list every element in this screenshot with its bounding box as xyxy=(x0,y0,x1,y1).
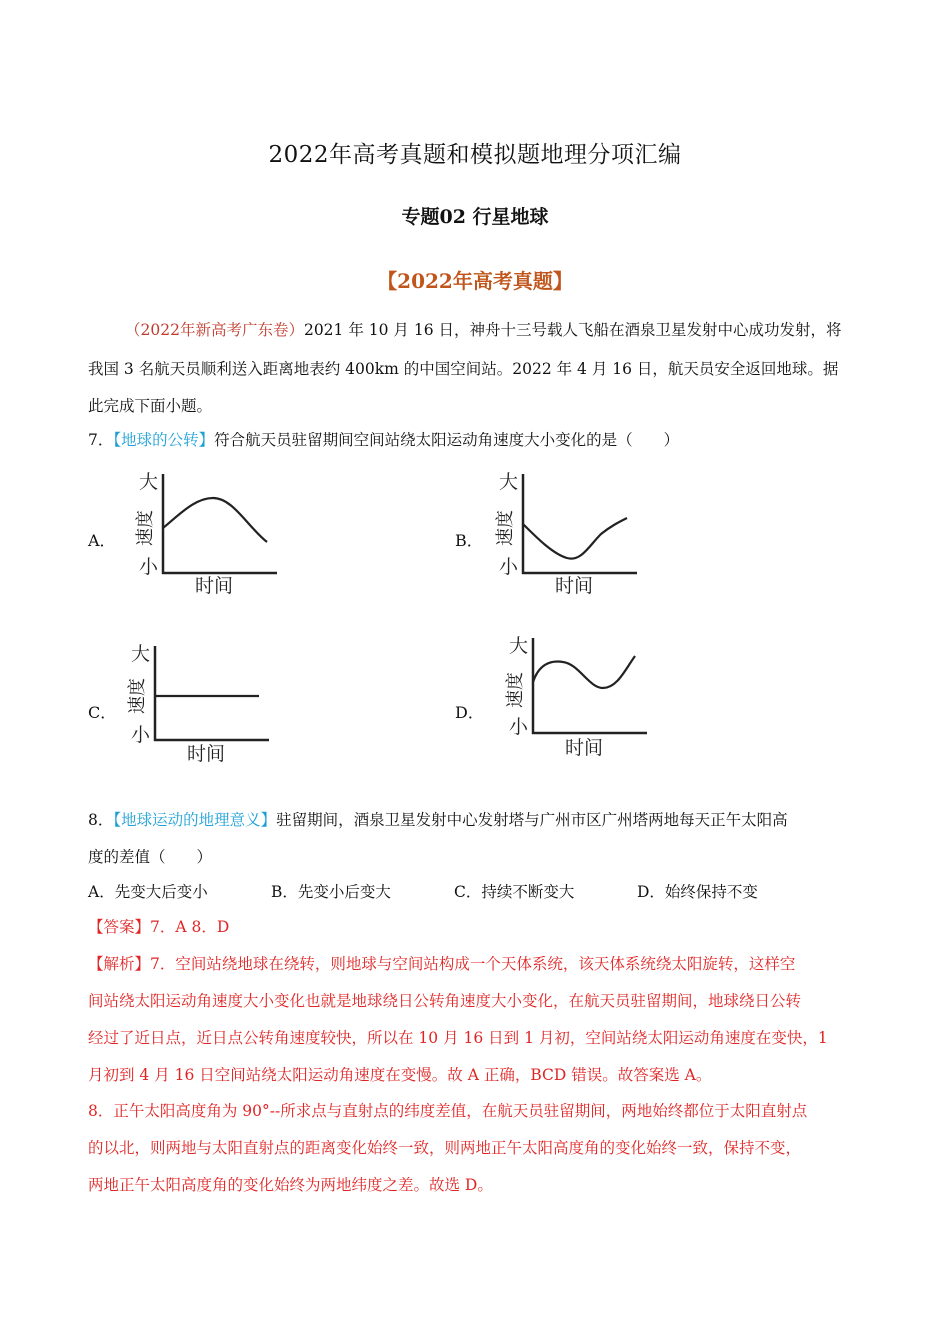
q7-graph-a xyxy=(125,466,285,610)
analysis-line-6: 的以北，则两地与太阳直射点的距离变化始终一致，则两地正午太阳高度角的变化始终一致，保持不变， xyxy=(88,1139,802,1157)
q8-option-c: C．持续不断变大 xyxy=(454,883,575,901)
q8-text-2: 度的差值（ ） xyxy=(88,848,213,866)
graph-d-big-label: 大 xyxy=(509,635,529,657)
graph-d-small-label: 小 xyxy=(509,716,529,738)
analysis-line-2: 间站绕太阳运动角速度大小变化也就是地球绕日公转角速度大小变化，在航天员驻留期间，地球绕日公转 xyxy=(88,992,802,1010)
q8-text-1: 驻留期间，酒泉卫星发射中心发射塔与广州市区广州塔两地每天正午太阳高 xyxy=(276,811,788,829)
graph-d-time-label: 时间 xyxy=(565,737,604,759)
q8-options xyxy=(88,880,863,904)
graph-c-speed-label: 速度 xyxy=(127,678,148,714)
q7-graph-b xyxy=(485,466,645,610)
topic-subtitle: 专题02 行星地球 xyxy=(401,206,549,228)
graph-a-curve xyxy=(163,498,267,542)
graph-a-small-label: 小 xyxy=(139,556,159,578)
answer-line xyxy=(88,915,863,939)
graph-a-big-label: 大 xyxy=(139,471,159,493)
graph-b-small-label: 小 xyxy=(499,556,519,578)
graph-d-speed-label: 速度 xyxy=(505,672,526,708)
q7-graph-d xyxy=(495,630,655,774)
graph-b-curve xyxy=(523,518,627,559)
analysis-line-4: 月初到 4 月 16 日空间站绕太阳运动角速度在变慢。故 A 正确，BCD 错误。故答案选 A。 xyxy=(88,1066,712,1084)
analysis-line-3: 经过了近日点，近日点公转角速度较快，所以在 10 月 16 日到 1 月初，空间站绕太阳运动角速度在变快，1 xyxy=(88,1029,828,1047)
graph-a-time-label: 时间 xyxy=(195,575,234,597)
q7-graph-c xyxy=(117,638,277,782)
analysis-label: 【解析】 xyxy=(88,955,151,973)
q7-number: 7． xyxy=(88,431,114,449)
intro-line-1 xyxy=(125,318,865,342)
q7-option-c-label: C． xyxy=(88,703,117,722)
q8-option-b: B．先变小后变大 xyxy=(271,883,391,901)
analysis-line-7: 两地正午太阳高度角的变化始终为两地纬度之差。故选 D。 xyxy=(88,1176,493,1194)
q8-option-d: D．始终保持不变 xyxy=(637,883,758,901)
page-title: 2022年高考真题和模拟题地理分项汇编 xyxy=(268,142,682,168)
q7-text: 符合航天员驻留期间空间站绕太阳运动角速度大小变化的是（ ） xyxy=(214,431,680,449)
graph-b-speed-label: 速度 xyxy=(495,510,516,546)
answer-text: 7．A 8．D xyxy=(150,918,230,936)
q7-tag: 【地球的公转】 xyxy=(113,431,215,449)
intro-text-1: 2021 年 10 月 16 日，神舟十三号载人飞船在酒泉卫星发射中心成功发射，将 xyxy=(303,321,842,339)
graph-c-big-label: 大 xyxy=(131,643,151,665)
question-7 xyxy=(88,428,863,452)
answer-label: 【答案】 xyxy=(88,918,151,936)
source-label: （2022年新高考广东卷） xyxy=(125,321,304,339)
graph-a-speed-label: 速度 xyxy=(135,510,156,546)
graph-c-time-label: 时间 xyxy=(187,743,226,765)
q8-tag: 【地球运动的地理意义】 xyxy=(113,811,277,829)
q7-option-d-label: D． xyxy=(455,703,484,722)
q7-option-b-label: B． xyxy=(455,531,483,550)
intro-line-3: 此完成下面小题。 xyxy=(88,397,213,415)
analysis-text-1: 7．空间站绕地球在绕转，则地球与空间站构成一个天体系统，该天体系统绕太阳旋转，这样空 xyxy=(150,955,796,973)
section-heading: 【2022年高考真题】 xyxy=(377,269,573,293)
graph-b-big-label: 大 xyxy=(499,471,519,493)
question-8 xyxy=(88,808,863,832)
intro-line-2: 我国 3 名航天员顺利送入距离地表约 400km 的中国空间站。2022 年 4 月 16 日，航天员安全返回地球。据 xyxy=(88,360,839,378)
analysis-line-1 xyxy=(88,952,863,976)
q7-option-a-label: A． xyxy=(88,531,116,550)
graph-b-time-label: 时间 xyxy=(555,575,594,597)
graph-c-small-label: 小 xyxy=(131,724,151,746)
q8-option-a: A．先变大后变小 xyxy=(88,883,208,901)
q8-number: 8． xyxy=(88,811,114,829)
graph-d-curve xyxy=(533,656,635,688)
analysis-line-5: 8．正午太阳高度角为 90°--所求点与直射点的纬度差值，在航天员驻留期间，两地始终都位于太阳直射点 xyxy=(88,1102,808,1120)
